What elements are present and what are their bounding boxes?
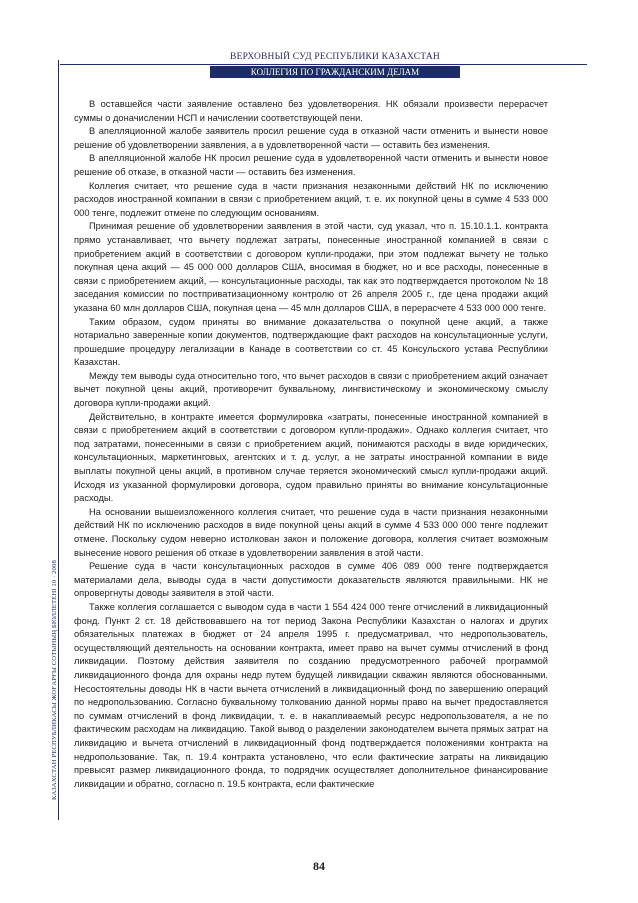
header-divider: [60, 64, 587, 65]
paragraph: Между тем выводы суда относительно того, что вычет расходов в связи с приобретением акций означает вычет покупной цены акций, противоречит буквальному, лингвистическому и экономическому смыслу договора купли-продажи акций.: [74, 370, 548, 409]
paragraph: Действительно, в контракте имеется формулировка «затраты, понесенные иностранной компанией в связи с приобретением акций в соответствии с договором купли-продажи». Однако коллегия считает, что под затратами, понесенными в связи с приобретением акций, понимаются расходы в виде юридических, консультационных, маркетинговых, агентских и т. д. услуг, а не затраты иностранной компании в виде выплаты покупной цены акций, в противном случае теряется экономический смысл купли-продажи акций. Исходя из указанной формулировки договора, судом правильно приняты во внимание консультационные расходы.: [74, 411, 548, 504]
page-number: 84: [313, 859, 325, 873]
paragraph: Также коллегия соглашается с выводом суда в части 1 554 424 000 тенге отчислений в ликвидационный фонд. Пункт 2 ст. 18 действовавшего на тот период Закона Республики Казахстан о налогах и других обязательных платежах в бюджет от 24 апреля 1995 г. предусматривал, что недропользователь, осуществляющий деятельность на основании контракта, имеет право на вычет суммы отчислений в фонд ликвидации. Поэтому действия заявителя по созданию предусмотренного рабочей программой ликвидационного фонда для охраны недр путем будущей ликвидации скважин являются обоснованными. Несостоятельны доводы НК в части вычета отчислений в ликвидационный фонд по завершению операций по недропользованию. Согласно буквальному толкованию данной нормы право на вычет предоставляется по суммам отчислений в фонд ликвидации, т. е. в накапливаемый ресурс недропользователя, а не по фактическим расходам на ликвидацию. Такой вывод о разделении законодателем вычета прямых затрат на ликвидацию и вычета отчислений в ликвидационный фонд подтверждается положениями контракта на недропользование. Так, п. 19.4 контракта установлено, что если фактические затраты на ликвидацию превысят размер ликвидационного фонда, то подрядчик осуществляет дополнительное финансирование ликвидации и обратно, согласно п. 19.5 контракта, если фактические: [74, 601, 548, 789]
paragraph: На основании вышеизложенного коллегия считает, что решение суда в части признания незаконными действий НК по исключению расходов в виде покупной цены акций в сумме 4 533 000 000 тенге подлежит отмене. Поскольку судом неверно истолкован закон и положение договора, коллегия считает возможным вынесение нового решения об отказе в удовлетворении заявления в этой части.: [74, 506, 548, 558]
court-name: ВЕРХОВНЫЙ СУД РЕСПУБЛИКИ КАЗАХСТАН: [230, 52, 440, 62]
paragraph: Коллегия считает, что решение суда в части признания незаконными действий НК по исключению расходов иностранной компании в связи с приобретением акций, т. е. их покупной цены в сумме 4 533 000 000 тенге, подлежит отмене по следующим основаниям.: [74, 180, 548, 218]
paragraph: В оставшейся части заявление оставлено без удовлетворения. НК обязали произвести перерасчет суммы о доначислении НСП и начислении соответствующей пени.: [74, 99, 548, 123]
paragraph: Решение суда в части консультационных расходов в сумме 406 089 000 тенге подтверждается материалами дела, выводы суда в части допустимости доказательств являются правильными. НК не опровергнуты доводы заявителя в этой части.: [74, 561, 548, 599]
paragraph: Принимая решение об удовлетворении заявления в этой части, суд указал, что п. 15.10.1.1. контракта прямо устанавливает, что вычету подлежат затраты, понесенные иностранной компанией в связи с приобретением акций в соответствии с договором купли-продажи, при этом подлежат вычету не только покупная цена акций — 45 000 000 долларов США, вносимая в бюджет, но и все расходы, понесенные в связи с приобретением акций, — консультационные расходы, так как это подтверждается протоколом № 18 заседания комиссии по постприватизационному контролю от 26 апреля 2005 г., где цена продажи акций указана 60 млн долларов США, покупная цена — 45 млн долларов США, в перерасчете 4 533 000 000 тенге.: [74, 221, 548, 313]
document-body: [74, 98, 548, 791]
paragraph: Таким образом, судом приняты во внимание доказательства о покупной цене акций, а также нотариально заверенные копии документов, подтверждающие факт расходов на консультационные услуги, прошедшие процедуру легализации в Канаде в соответствии со ст. 45 Консульского устава Республики Казахстан.: [74, 316, 548, 368]
collegium-label: КОЛЛЕГИЯ ПО ГРАЖДАНСКИМ ДЕЛАМ: [210, 66, 460, 78]
bulletin-side-title: КАЗАХСТАН РЕСПУБЛИКАСЫ ЖОҒАРҒЫ СОТЫНЫҢ БЮЛЛЕТЕНІ 10 · 2008: [51, 560, 58, 800]
paragraph: В апелляционной жалобе НК просил решение суда в удовлетворенной части отменить и вынести новое решение об отказе, в отказной части — оставить без изменения.: [74, 153, 548, 177]
side-divider: [58, 60, 59, 820]
paragraph: В апелляционной жалобе заявитель просил решение суда в отказной части отменить и вынести новое решение об удовлетворении заявления, а в удовлетворенной части — оставить без изменения.: [74, 126, 548, 150]
